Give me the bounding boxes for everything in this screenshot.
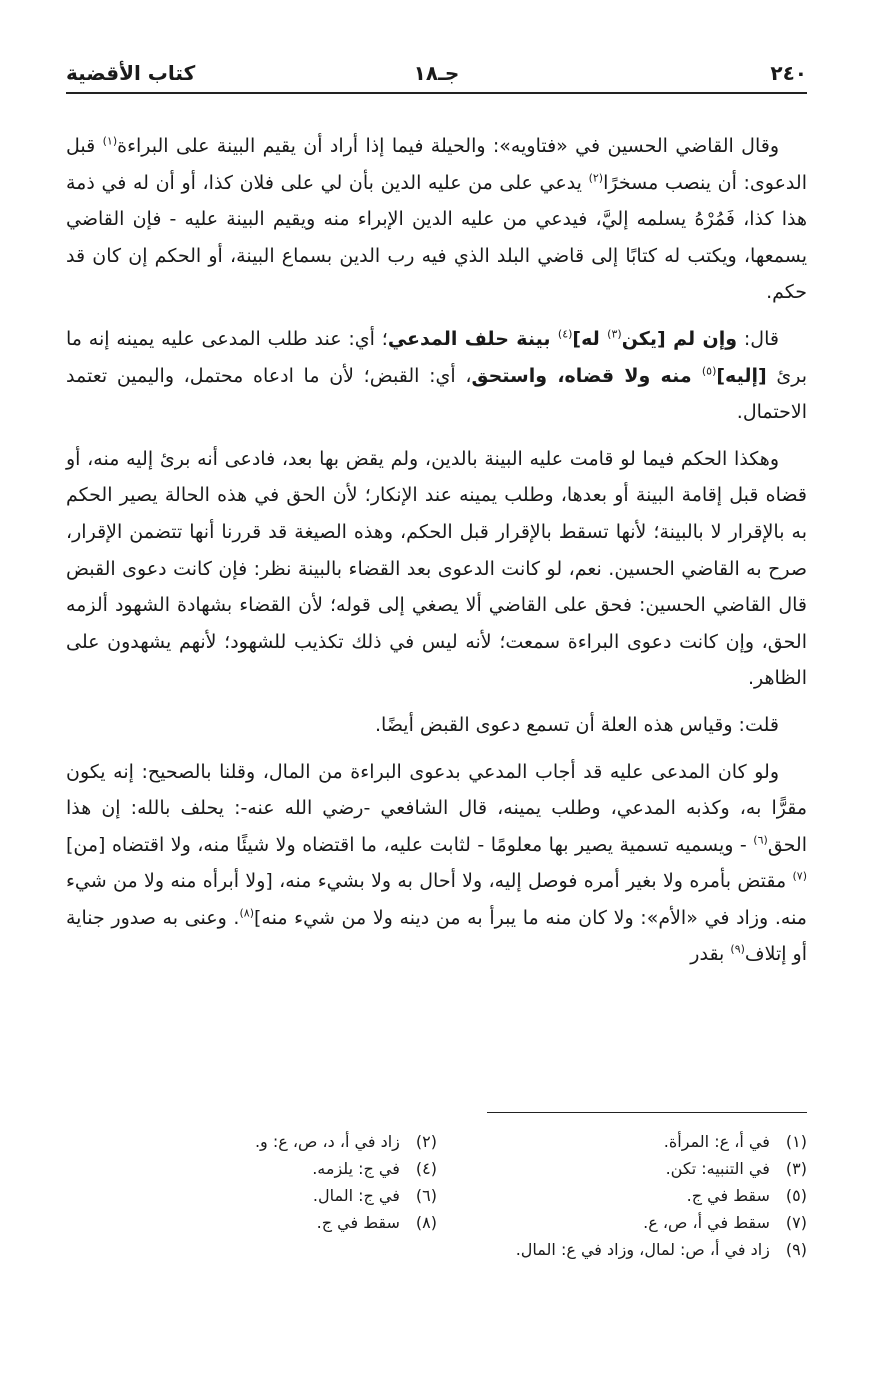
- bold-text: [إليه]: [716, 364, 767, 387]
- footnote-8: (٨) سقط في ج.: [316, 1213, 437, 1232]
- footnote-2: (٢) زاد في أ، د، ص، ع: و.: [254, 1132, 437, 1151]
- footnote-3: (٣) في التنبيه: تكن.: [665, 1159, 807, 1178]
- footnote-ref: (٥): [701, 364, 717, 378]
- volume-label: جـ١٨: [413, 61, 460, 85]
- footnote-9: (٩) زاد في أ، ص: لمال، وزاد في ع: المال.: [515, 1240, 807, 1259]
- footnote-ref: (٣): [607, 327, 622, 341]
- footnote-row: [66, 1128, 807, 1155]
- footnote-ref: (٨): [239, 906, 254, 920]
- footnote-row: [66, 1209, 807, 1236]
- text-run: ، أي: القبض؛ لأن ما ادعاه محتمل، واليمين تعتمد الاحتمال.: [66, 364, 807, 424]
- text-run: قلت: وقياس هذه العلة أن تسمع دعوى القبض أيضًا.: [375, 713, 779, 736]
- header-divider: [66, 92, 807, 94]
- footnote-row: [66, 1155, 807, 1182]
- text-run: - ويسميه تسمية يصير بها معلومًا - لثابت عليه، ما اقتضاه ولا شيئًا منه، ولا اقتضاه [من]: [66, 833, 754, 856]
- page-header: [66, 58, 807, 92]
- footnotes: [66, 1128, 807, 1263]
- footnote-divider: [487, 1112, 807, 1113]
- paragraph: [66, 321, 807, 431]
- footnote-ref: (٧): [792, 869, 807, 883]
- paragraph: [66, 754, 807, 974]
- footnote-ref: (٤): [557, 327, 573, 341]
- footnote-ref: (٢): [588, 171, 604, 185]
- bold-text: له]: [572, 327, 608, 350]
- footnote-7: (٧) سقط في أ، ص، ع.: [643, 1213, 807, 1232]
- footnote-ref: (٦): [753, 833, 768, 847]
- footnote-ref: (١): [102, 134, 118, 148]
- text-run: مقتض بأمره ولا بغير أمره فوصل إليه، ولا أحال به ولا بشيء منه، [ولا أبرأه منه ولا من شيء منه. وزاد في «الأم»: ولا كان منه ما يبرأ به من دينه ولا من شيء منه]: [66, 870, 807, 929]
- text-run: قبل الدعوى: أن ينصب مسخرًا: [66, 135, 807, 194]
- bold-text: منه ولا قضاه، واستحق: [471, 364, 702, 387]
- paragraph: [66, 707, 807, 744]
- text-run: وهكذا الحكم فيما لو قامت عليه البينة بالدين، ولم يقض بها بعد، فادعى أنه برئ إليه منه، أو قضاه قبل إقامة البينة أو بعدها، وطلب يمينه عند الإنكار؛ لأن الحق في هذه الحالة يصير الحكم به بالإقرار لا بالبينة؛ لأنها تسقط بالإقرار قبل الحكم، وهذه الصيغة قد قررنا أنها تتضمن الإقرار، صرح به القاضي الحسين. نعم، لو كانت الدعوى بعد القضاء بالبينة نظر: فإن كانت دعوى القبض قال القاضي الحسين: فحق على القاضي ألا يصغي إلى قوله؛ لأن القضاء بشهادة الشهود ألزمه الحق، وإن كانت دعوى البراءة سمعت؛ لأنه ليس في ذلك تكذيب للشهود؛ لأنهم يشهدون على الظاهر.: [66, 447, 807, 690]
- text-run: ولو كان المدعى عليه قد أجاب المدعي بدعوى البراءة من المال، وقلنا بالصحيح: إنه يكون مقرًّا به، وكذبه المدعي، وطلب يمينه، قال الشافعي -رضي الله عنه-: يحلف بالله: إن هذا الحق: [66, 760, 807, 856]
- text-run: وقال القاضي الحسين في «فتاويه»: والحيلة فيما إذا أراد أن يقيم البينة على البراءة: [117, 135, 779, 157]
- paragraph: [66, 441, 807, 697]
- bold-text: وإن لم [يكن: [621, 327, 738, 350]
- text-run: بقدر: [690, 943, 731, 966]
- footnote-1: (١) في أ، ع: المرأة.: [663, 1132, 807, 1151]
- text-run: ؛ أي: عند طلب المدعى عليه يمينه إنه ما برئ: [66, 327, 808, 387]
- book-title: كتاب الأقضية: [66, 61, 196, 85]
- text-run: يدعي على من عليه الدين بأن لي على فلان كذا، أو أن له في ذمة هذا كذا، فَمُرْهُ يسلمه إليَّ، فيدعي من عليه الدين الإبراء منه ويقيم البينة عليه - فإن القاضي يسمعها، ويكتب له كتابًا إلى قاضي البلد الذي فيه رب الدين بسماع البينة، أو الحكم إن كان قد حكم.: [66, 171, 807, 304]
- footnote-ref: (٩): [730, 943, 745, 957]
- footnote-4: (٤) في ج: يلزمه.: [312, 1159, 437, 1178]
- main-text: [66, 128, 807, 983]
- footnote-5: (٥) سقط في ج.: [686, 1186, 807, 1205]
- paragraph: [66, 128, 807, 311]
- footnote-row: [66, 1182, 807, 1209]
- page-number: ٢٤٠: [770, 61, 807, 85]
- text-run: قال:: [737, 327, 779, 350]
- footnote-row: [66, 1236, 807, 1263]
- footnote-6: (٦) في ج: المال.: [312, 1186, 437, 1205]
- bold-text: بينة حلف المدعي: [387, 327, 558, 350]
- text-run: . وعنى به صدور جناية أو إتلاف: [66, 906, 807, 966]
